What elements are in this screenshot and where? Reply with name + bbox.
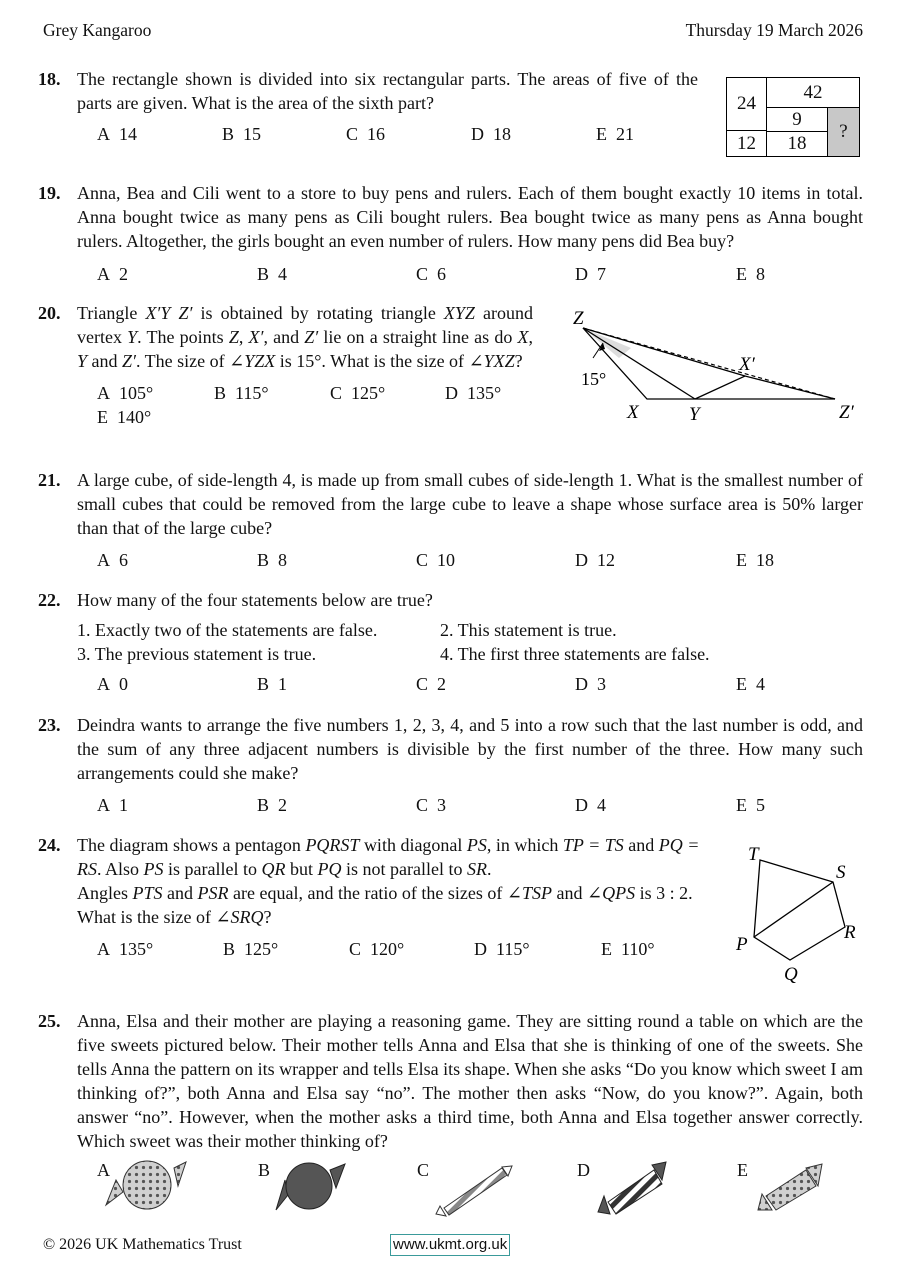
answer-options (97, 381, 533, 405)
option-a[interactable]: A (97, 1160, 110, 1180)
option-b[interactable]: B 15 (222, 124, 262, 144)
question-25 (38, 1009, 863, 1153)
option-b[interactable]: B 115° (214, 383, 269, 403)
label-y: Y (689, 404, 700, 425)
option-b[interactable]: B 2 (257, 795, 288, 815)
sweet-d-icon (598, 1162, 666, 1214)
question-text: Anna, Elsa and their mother are playing a reasoning game. They are sitting round a table on which are the five sweets pictured below. Their mother tells Anna and Elsa that she is thinking of one of the sweets. She tells Anna the pattern on its wrapper and tells Elsa its shape. When she asks “Do you know which sweet I am thinking of?”, both Anna and Elsa say “no”. The mother then asks “Now, do you know?”. Again, both answer “no”. However, when the mother asks a third time, both Anna and Elsa together answer correctly. Which sweet was their mother thinking of? (77, 1011, 863, 1151)
sweet-c-icon (436, 1166, 512, 1216)
option-d[interactable]: D 115° (474, 939, 530, 959)
label-s: S (836, 862, 846, 883)
option-c[interactable]: C 120° (349, 939, 405, 959)
option-e[interactable]: E 21 (596, 124, 634, 144)
answer-options (97, 793, 863, 817)
footer-url-link[interactable]: www.ukmt.org.uk (390, 1234, 510, 1256)
answer-options (97, 405, 533, 429)
answer-options (97, 937, 703, 961)
answer-options (97, 262, 863, 286)
label-q: Q (784, 964, 798, 985)
statement-3: 3. The previous statement is true. (77, 644, 317, 664)
option-d[interactable]: D 12 (575, 550, 615, 570)
grid-cell: 9 (766, 107, 828, 132)
sweet-e-icon (758, 1164, 822, 1210)
option-e[interactable]: E 110° (601, 939, 655, 959)
option-d[interactable]: D 7 (575, 264, 606, 284)
question-text: A large cube, of side-length 4, is made up from small cubes of side-length 1. What is the smallest number of small cubes that could be removed from the large cube to leave a shape whose surface area is 50% larger than that of the large cube? (77, 470, 863, 538)
question-number: 25. (38, 1011, 61, 1031)
option-c[interactable]: C 6 (416, 264, 447, 284)
label-x-prime: X′ (739, 354, 755, 375)
label-z: Z (573, 308, 584, 329)
sweets-illustration (0, 1150, 905, 1220)
question-23 (38, 713, 863, 817)
question-number: 21. (38, 470, 61, 490)
grid-cell: 18 (766, 131, 828, 157)
option-a[interactable]: A 2 (97, 264, 128, 284)
question-24 (38, 833, 703, 961)
label-angle: 15° (581, 369, 607, 389)
label-r: R (844, 922, 856, 943)
option-a[interactable]: A 135° (97, 939, 154, 959)
question-text: How many of the four statements below are true? (77, 590, 433, 610)
rotation-diagram (565, 300, 865, 430)
label-p: P (736, 934, 748, 955)
option-b[interactable]: B (258, 1160, 271, 1180)
option-e[interactable]: E 8 (736, 264, 765, 284)
answer-options (97, 672, 863, 696)
label-z-prime: Z′ (839, 402, 854, 423)
option-d[interactable]: D 3 (575, 674, 606, 694)
question-number: 22. (38, 590, 61, 610)
question-21 (38, 468, 863, 572)
option-c[interactable]: C 125° (330, 383, 386, 403)
question-18 (38, 67, 698, 146)
option-c[interactable]: C 3 (416, 795, 447, 815)
question-number: 23. (38, 715, 61, 735)
option-c[interactable]: C 16 (346, 124, 386, 144)
option-b[interactable]: B 1 (257, 674, 288, 694)
pentagon-diagram (730, 840, 870, 990)
pentagon-pqrst (754, 860, 845, 960)
question-number: 18. (38, 69, 61, 89)
question-number: 19. (38, 183, 61, 203)
statement-4: 4. The first three statements are false. (440, 644, 710, 664)
area-grid-diagram (726, 77, 860, 157)
option-a[interactable]: A 14 (97, 124, 137, 144)
option-b[interactable]: B 125° (223, 939, 279, 959)
option-b[interactable]: B 8 (257, 550, 288, 570)
option-e[interactable]: E (737, 1160, 748, 1180)
grid-cell: 24 (726, 77, 767, 131)
label-t: T (748, 844, 759, 865)
answer-options (97, 548, 863, 572)
option-a[interactable]: A 1 (97, 795, 128, 815)
grid-cell: 12 (726, 130, 767, 157)
sweet-b-icon (276, 1163, 345, 1210)
question-text: Anna, Bea and Cili went to a store to buy pens and rulers. Each of them bought exactly 10 items in total. Anna bought twice as many pens as Cili bought rulers. Bea bought twice as many pens as Anna bought rulers. Altogether, the girls bought an even number of rulers. How many pens did Bea buy? (77, 183, 863, 251)
question-text: The rectangle shown is divided into six rectangular parts. The areas of five of the parts are given. What is the area of the sixth part? (77, 69, 698, 113)
question-number: 20. (38, 303, 61, 323)
option-e[interactable]: E 140° (97, 407, 152, 427)
statements-list (77, 618, 863, 672)
option-d[interactable]: D 4 (575, 795, 606, 815)
option-e[interactable]: E 5 (736, 795, 765, 815)
label-x: X (627, 402, 639, 423)
diagonal-ps (754, 882, 833, 937)
option-a[interactable]: A 105° (97, 383, 154, 403)
option-c[interactable]: C (417, 1160, 430, 1180)
answer-options (97, 122, 698, 146)
question-19 (38, 181, 863, 286)
option-a[interactable]: A 6 (97, 550, 128, 570)
option-d[interactable]: D (577, 1160, 590, 1180)
statement-2: 2. This statement is true. (440, 620, 617, 640)
option-b[interactable]: B 4 (257, 264, 288, 284)
header-date: Thursday 19 March 2026 (685, 20, 863, 40)
side-zxp (583, 328, 745, 376)
option-a[interactable]: A 0 (97, 674, 128, 694)
option-d[interactable]: D 135° (445, 383, 502, 403)
sweet-a-icon (106, 1161, 186, 1209)
option-c[interactable]: C 2 (416, 674, 447, 694)
option-c[interactable]: C 10 (416, 550, 456, 570)
footer-copyright: © 2026 UK Mathematics Trust (43, 1236, 242, 1253)
header-title: Grey Kangaroo (43, 20, 152, 40)
question-22 (38, 588, 863, 696)
option-e[interactable]: E 4 (736, 674, 765, 694)
grid-cell-unknown: ? (827, 107, 860, 157)
grid-cell: 42 (766, 77, 860, 108)
question-text: Deindra wants to arrange the five numbers 1, 2, 3, 4, and 5 into a row such that the last number is odd, and the sum of any three adjacent numbers is divisible by the first number of the three. How many such arrangements could she make? (77, 715, 863, 783)
question-text: Triangle X′Y Z′ is obtained by rotating triangle XYZ around vertex Y. The points Z, X′, and Z′ lie on a straight line as do X, Y and Z′. The size of ∠YZX is 15°. What is the size of ∠YXZ? (77, 303, 534, 371)
question-number: 24. (38, 835, 61, 855)
option-e[interactable]: E 18 (736, 550, 774, 570)
question-20 (38, 301, 534, 429)
statement-1: 1. Exactly two of the statements are false. (77, 620, 378, 640)
question-text: The diagram shows a pentagon PQRST with diagonal PS, in which TP = TS and PQ = RS. Also PS is parallel to QR but PQ is not parallel to SR. Angles PTS and PSR are equal, and the ratio of the sizes of ∠TSP and ∠QPS is 3 : 2. What is the size of ∠SRQ? (77, 835, 700, 927)
option-d[interactable]: D 18 (471, 124, 511, 144)
